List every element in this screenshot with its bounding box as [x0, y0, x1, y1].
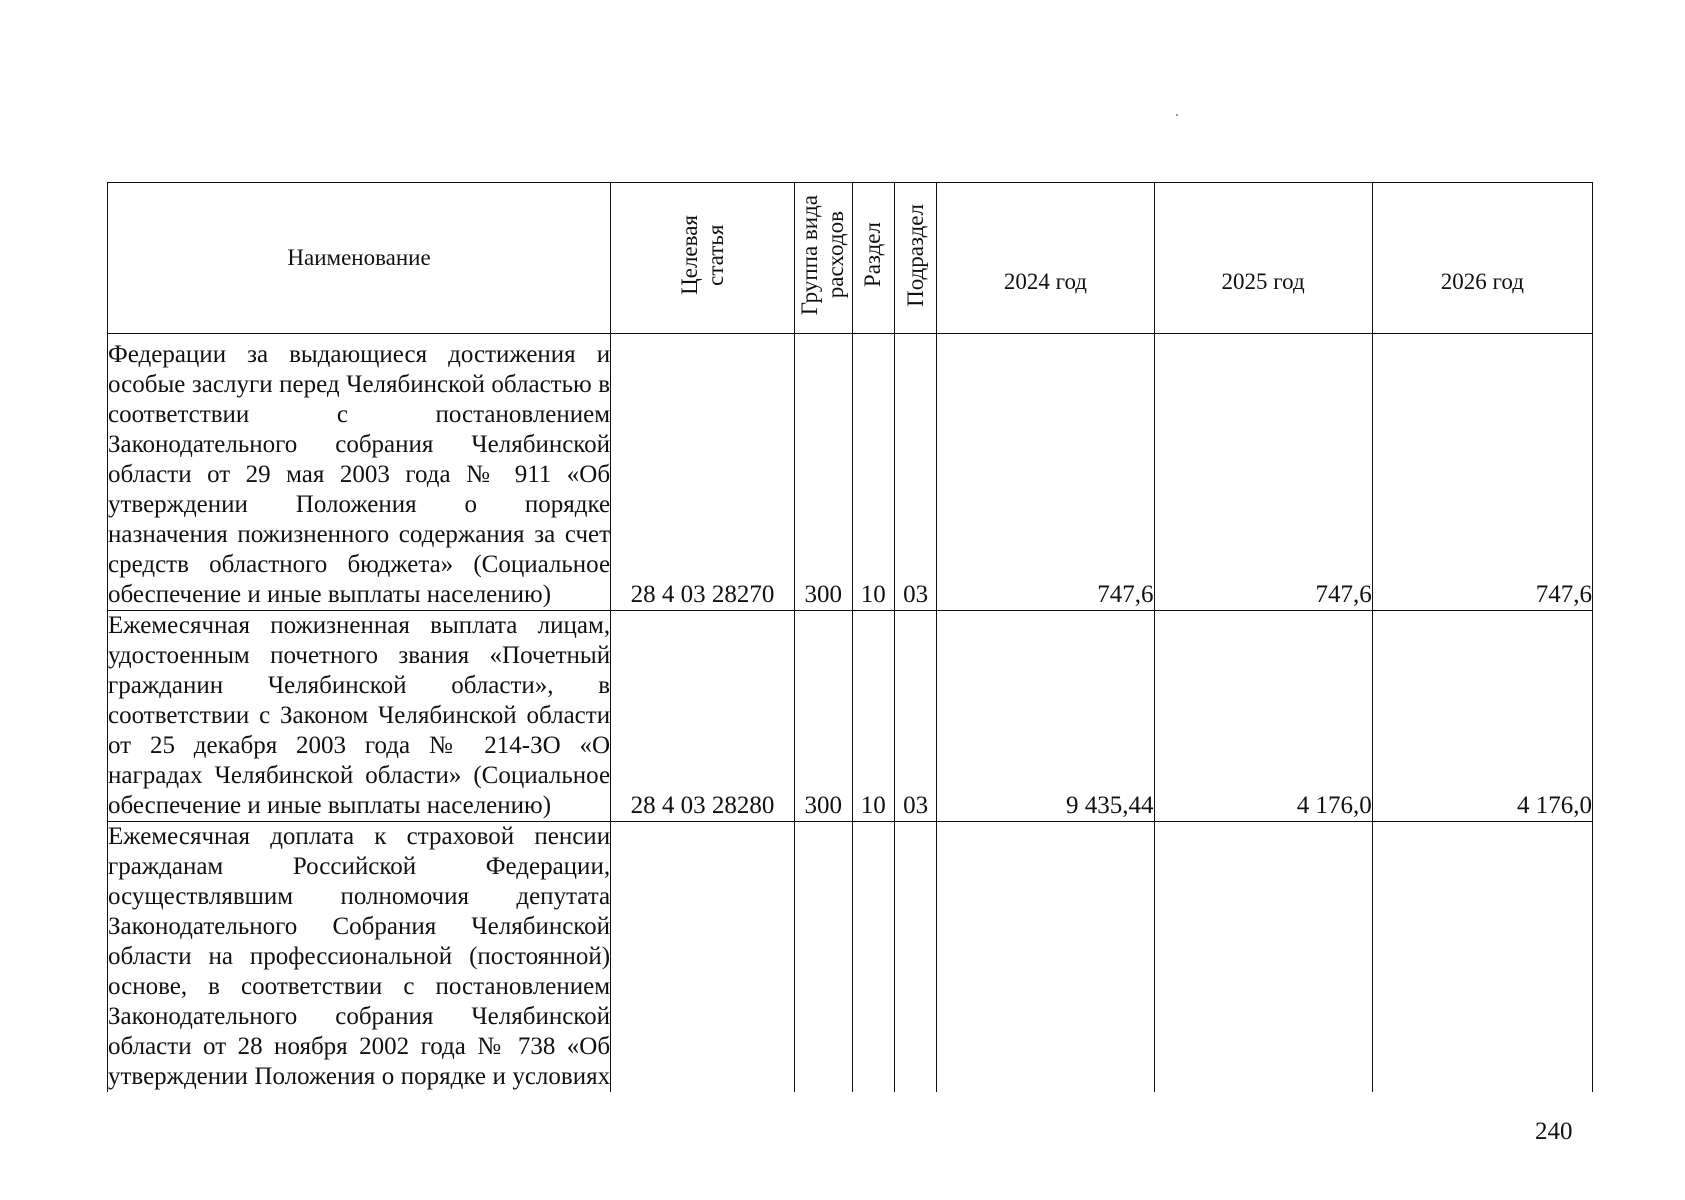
- table-header-row: [108, 183, 1593, 334]
- table-row: [108, 611, 1593, 822]
- row-section: 10: [852, 611, 894, 822]
- header-name: Наименование: [108, 183, 611, 334]
- row-name: Федерации за выдающиеся достижения и особые заслуги перед Челябинской областью в соответствии с постановлением Законодательного собрания Челябинской области от 29 мая 2003 года № 911 «Об утверждении Положения о порядке назначения пожизненного содержания за счет средств областного бюджета» (Социальное обеспечение и иные выплаты населению): [108, 334, 611, 611]
- row-2026: [1372, 822, 1592, 1093]
- table-row: [108, 334, 1593, 611]
- header-expense-group: Группа вида расходов: [794, 183, 852, 334]
- row-2026: 747,6: [1372, 334, 1592, 611]
- header-2024: 2024 год: [937, 183, 1154, 334]
- row-target-article: [611, 822, 795, 1093]
- header-section: Раздел: [852, 183, 894, 334]
- row-2024: 9 435,44: [937, 611, 1154, 822]
- row-subsection: 03: [894, 611, 936, 822]
- header-2025: 2025 год: [1154, 183, 1372, 334]
- page-number: 240: [1535, 1118, 1573, 1145]
- row-2024: 747,6: [937, 334, 1154, 611]
- row-section: 10: [852, 334, 894, 611]
- row-target-article: 28 4 03 28270: [611, 334, 795, 611]
- row-2024: [937, 822, 1154, 1093]
- row-2025: 747,6: [1154, 334, 1372, 611]
- row-section: [852, 822, 894, 1093]
- row-subsection: 03: [894, 334, 936, 611]
- header-subsection: Подраздел: [894, 183, 936, 334]
- table-row: [108, 822, 1593, 1093]
- row-expense-group: 300: [794, 611, 852, 822]
- budget-table: [107, 182, 1593, 1092]
- row-2026: 4 176,0: [1372, 611, 1592, 822]
- row-expense-group: 300: [794, 334, 852, 611]
- row-name: Ежемесячная пожизненная выплата лицам, удостоенным почетного звания «Почетный гражданин Челябинской области», в соответствии с Законом Челябинской области от 25 декабря 2003 года № 214-ЗО «О наградах Челябинской области» (Социальное обеспечение и иные выплаты населению): [108, 611, 611, 822]
- row-name: Ежемесячная доплата к страховой пенсии гражданам Российской Федерации, осуществлявшим полномочия депутата Законодательного Собрания Челябинской области на профессиональной (постоянной) основе, в соответствии с постановлением Законодательного собрания Челябинской области от 28 ноября 2002 года № 738 «Об утверждении Положения о порядке и условиях: [108, 823, 611, 1090]
- row-2025: [1154, 822, 1372, 1093]
- row-subsection: [894, 822, 936, 1093]
- header-2026: 2026 год: [1372, 183, 1592, 334]
- header-target-article: Целевая статья: [611, 183, 795, 334]
- row-expense-group: [794, 822, 852, 1093]
- scan-speck: [1176, 114, 1178, 116]
- row-target-article: 28 4 03 28280: [611, 611, 795, 822]
- row-2025: 4 176,0: [1154, 611, 1372, 822]
